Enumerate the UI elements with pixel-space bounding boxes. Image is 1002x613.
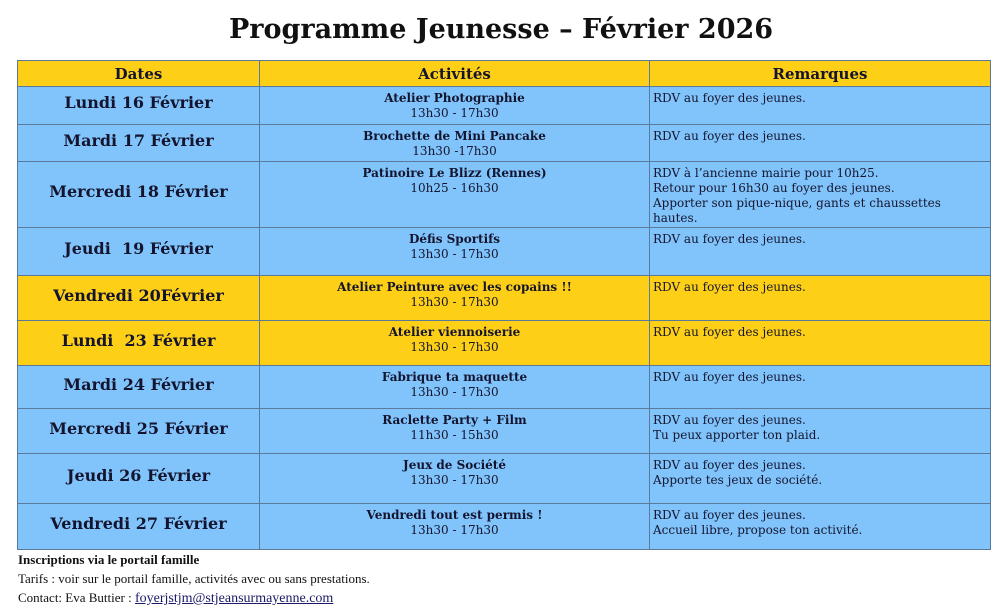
activity-cell bbox=[260, 125, 650, 162]
date-cell: Vendredi 27 Février bbox=[18, 504, 260, 550]
activity-time: 13h30 -17h30 bbox=[412, 144, 497, 158]
table-row bbox=[18, 454, 991, 504]
activity-cell bbox=[260, 87, 650, 125]
activity-title: Vendredi tout est permis ! bbox=[366, 508, 543, 522]
remark-line: Apporte tes jeux de société. bbox=[653, 473, 823, 487]
remarks-cell bbox=[650, 366, 991, 409]
page-title: Programme Jeunesse – Février 2026 bbox=[228, 14, 774, 45]
activity-cell bbox=[260, 409, 650, 454]
footer bbox=[18, 550, 370, 608]
activity-title: Défis Sportifs bbox=[408, 232, 501, 246]
remark-line: Accueil libre, propose ton activité. bbox=[653, 523, 863, 537]
remark-line: RDV à l’ancienne mairie pour 10h25. bbox=[653, 166, 879, 180]
activity-time: 13h30 - 17h30 bbox=[410, 473, 499, 487]
date-cell: Lundi 23 Février bbox=[18, 321, 260, 366]
activity-cell bbox=[260, 504, 650, 550]
activity-cell bbox=[260, 366, 650, 409]
activity-title: Jeux de Société bbox=[403, 458, 506, 472]
remark-line: RDV au foyer des jeunes. bbox=[653, 325, 806, 339]
activity-cell bbox=[260, 454, 650, 504]
table-row bbox=[18, 162, 991, 228]
remarks-cell bbox=[650, 276, 991, 321]
activity-time: 13h30 - 17h30 bbox=[410, 295, 499, 309]
remark-line: RDV au foyer des jeunes. bbox=[653, 413, 806, 427]
date-cell: Jeudi 19 Février bbox=[18, 228, 260, 276]
table-row bbox=[18, 125, 991, 162]
table-row bbox=[18, 504, 991, 550]
table-row bbox=[18, 321, 991, 366]
remark-line: RDV au foyer des jeunes. bbox=[653, 458, 806, 472]
activity-title: Fabrique ta maquette bbox=[381, 370, 528, 384]
remark-line: Retour pour 16h30 au foyer des jeunes. bbox=[653, 181, 895, 195]
table-row bbox=[18, 409, 991, 454]
date-cell: Lundi 16 Février bbox=[18, 87, 260, 125]
header-activities: Activités bbox=[260, 61, 650, 87]
activity-time: 13h30 - 17h30 bbox=[410, 340, 499, 354]
remarks-cell bbox=[650, 454, 991, 504]
activity-cell bbox=[260, 228, 650, 276]
contact-label: Contact: Eva Buttier : bbox=[18, 590, 135, 605]
remarks-cell bbox=[650, 162, 991, 228]
remark-line: Tu peux apporter ton plaid. bbox=[653, 428, 821, 442]
table-row bbox=[18, 87, 991, 125]
activity-time: 13h30 - 17h30 bbox=[410, 106, 499, 120]
remarks-cell bbox=[650, 87, 991, 125]
activity-title: Atelier viennoiserie bbox=[388, 325, 521, 339]
schedule-table bbox=[17, 60, 991, 550]
remarks-cell bbox=[650, 125, 991, 162]
activity-time: 13h30 - 17h30 bbox=[410, 247, 499, 261]
remark-line: RDV au foyer des jeunes. bbox=[653, 370, 806, 384]
activity-time: 13h30 - 17h30 bbox=[410, 385, 499, 399]
activity-time: 10h25 - 16h30 bbox=[410, 181, 499, 195]
remark-line: RDV au foyer des jeunes. bbox=[653, 280, 806, 294]
remark-line: RDV au foyer des jeunes. bbox=[653, 91, 806, 105]
activity-cell bbox=[260, 321, 650, 366]
date-cell: Mercredi 18 Février bbox=[18, 162, 260, 228]
tarifs-note: Tarifs : voir sur le portail famille, activités avec ou sans prestations. bbox=[18, 571, 370, 586]
activity-title: Atelier Peinture avec les copains !! bbox=[337, 280, 572, 294]
activity-time: 13h30 - 17h30 bbox=[410, 523, 499, 537]
activity-title: Brochette de Mini Pancake bbox=[363, 129, 546, 143]
header-dates: Dates bbox=[18, 61, 260, 87]
remarks-cell bbox=[650, 409, 991, 454]
activity-time: 11h30 - 15h30 bbox=[410, 428, 499, 442]
inscriptions-note: Inscriptions via le portail famille bbox=[18, 552, 200, 567]
remark-line: RDV au foyer des jeunes. bbox=[653, 232, 806, 246]
table-row bbox=[18, 276, 991, 321]
header-remarks: Remarques bbox=[650, 61, 991, 87]
remarks-cell bbox=[650, 228, 991, 276]
remark-line: RDV au foyer des jeunes. bbox=[653, 508, 806, 522]
date-cell: Mardi 17 Février bbox=[18, 125, 260, 162]
email-link[interactable]: foyerjstjm@stjeansurmayenne.com bbox=[134, 591, 334, 606]
date-cell: Mardi 24 Février bbox=[18, 366, 260, 409]
activity-title: Raclette Party + Film bbox=[382, 413, 527, 427]
remark-line: Apporter son pique-nique, gants et chaussettes hautes. bbox=[653, 196, 941, 225]
activity-cell bbox=[260, 276, 650, 321]
activity-title: Patinoire Le Blizz (Rennes) bbox=[362, 166, 547, 180]
date-cell: Mercredi 25 Février bbox=[18, 409, 260, 454]
table-row bbox=[18, 228, 991, 276]
table-header bbox=[18, 61, 991, 87]
table-row bbox=[18, 366, 991, 409]
activity-cell bbox=[260, 162, 650, 228]
remark-line: RDV au foyer des jeunes. bbox=[653, 129, 806, 143]
date-cell: Jeudi 26 Février bbox=[18, 454, 260, 504]
date-cell: Vendredi 20Février bbox=[18, 276, 260, 321]
remarks-cell bbox=[650, 504, 991, 550]
activity-title: Atelier Photographie bbox=[384, 91, 525, 105]
remarks-cell bbox=[650, 321, 991, 366]
